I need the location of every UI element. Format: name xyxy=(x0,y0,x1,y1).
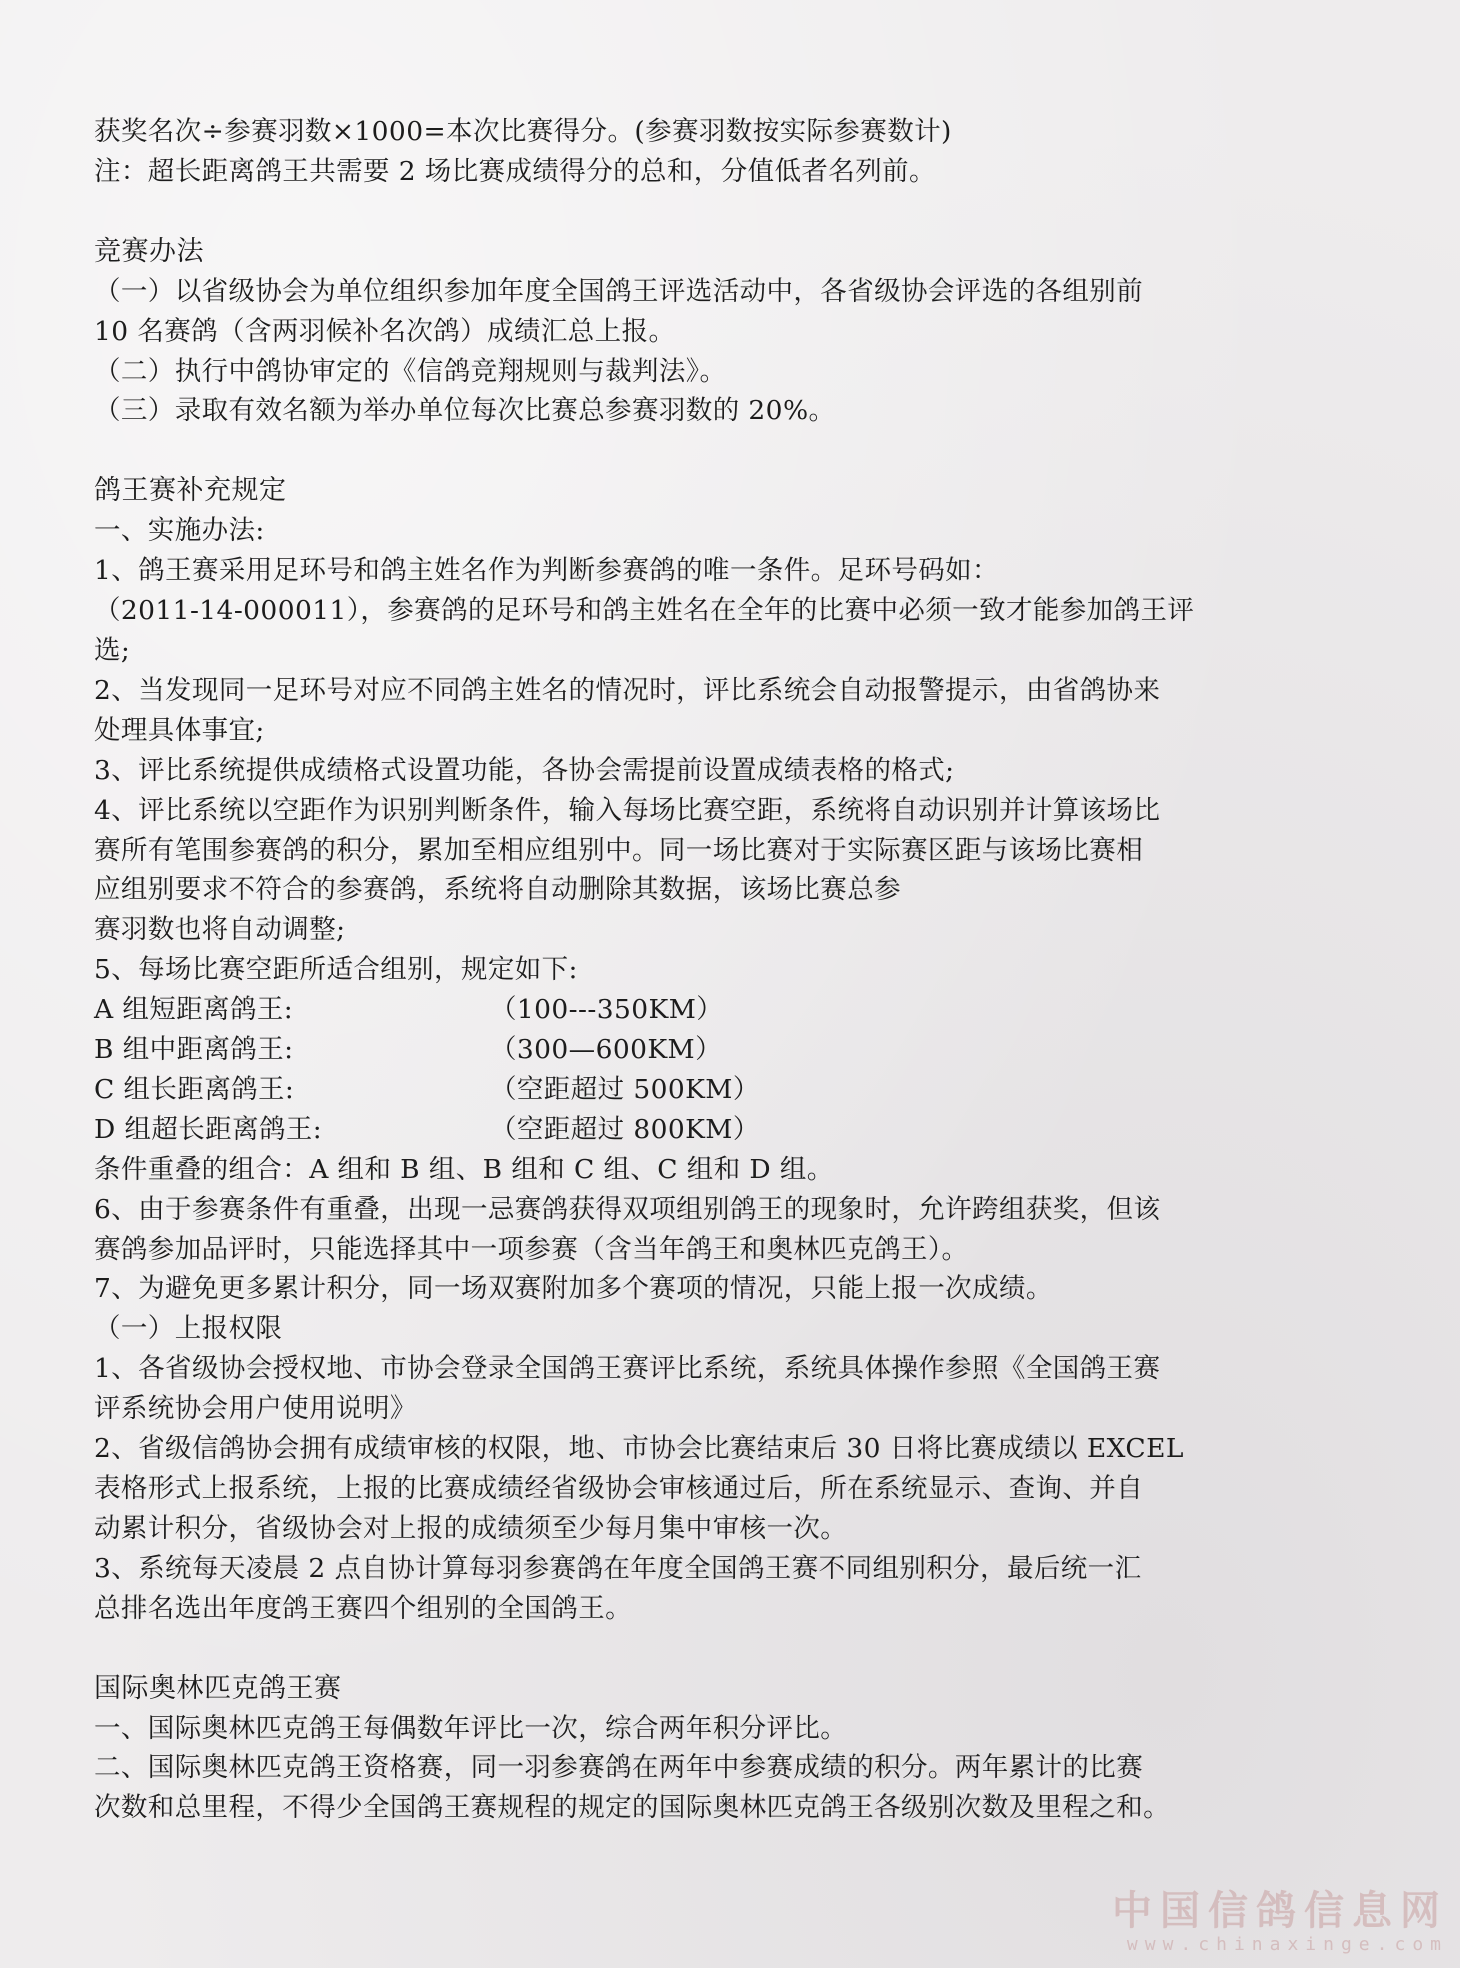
olympic-heading: 国际奥林匹克鸽王赛 xyxy=(94,1672,342,1704)
supplement-line: 处理具体事宜; xyxy=(94,714,265,746)
supplement-line: 5、每场比赛空距所适合组别，规定如下: xyxy=(94,954,578,986)
supplement-line: 3、系统每天凌晨 2 点自协计算每羽参赛鸽在年度全国鸽王赛不同组别积分，最后统一汇 xyxy=(94,1552,1142,1584)
distance-group-row xyxy=(94,1110,1344,1150)
distance-group-row xyxy=(94,990,1344,1030)
supplement-line: 评系统协会用户使用说明》 xyxy=(94,1393,417,1425)
supplement-line: 动累计积分，省级协会对上报的成绩须至少每月集中审核一次。 xyxy=(94,1512,848,1544)
supplement-line: 赛鸽参加品评时，只能选择其中一项参赛（含当年鸽王和奥林匹克鸽王）。 xyxy=(94,1233,969,1265)
supplement-line: 3、评比系统提供成绩格式设置功能，各协会需提前设置成绩表格的格式; xyxy=(94,754,955,786)
olympic-line: 二、国际奥林匹克鸽王资格赛，同一羽参赛鸽在两年中参赛成绩的积分。两年累计的比赛 xyxy=(94,1752,1144,1784)
supplement-line: 7、为避免更多累计积分，同一场双赛附加多个赛项的情况，只能上报一次成绩。 xyxy=(94,1273,1053,1305)
supplement-line: 赛所有笔围参赛鸽的积分，累加至相应组别中。同一场比赛对于实际赛区距与该场比赛相 xyxy=(94,834,1144,866)
distance-group-row xyxy=(94,1030,1344,1070)
supplement-line: （2011-14-000011），参赛鸽的足环号和鸽主姓名在全年的比赛中必须一致才能参加鸽王评 xyxy=(94,595,1195,627)
group-range: （300—600KM） xyxy=(490,1034,722,1066)
olympic-line: 一、国际奥林匹克鸽王每偶数年评比一次，综合两年积分评比。 xyxy=(94,1712,848,1744)
group-name: A 组短距离鸽王: xyxy=(94,994,294,1026)
group-range: （空距超过 800KM） xyxy=(490,1113,760,1145)
supplement-line: 一、实施办法: xyxy=(94,515,265,547)
supplement-line: 4、评比系统以空距作为识别判断条件，输入每场比赛空距，系统将自动识别并计算该场比 xyxy=(94,794,1161,826)
olympic-line: 次数和总里程，不得少全国鸽王赛规程的规定的国际奥林匹克鸽王各级别次数及里程之和。 xyxy=(94,1792,1170,1824)
intro-section xyxy=(94,112,1344,192)
olympic-section xyxy=(94,1669,1344,1829)
supplement-line: 选; xyxy=(94,634,131,666)
competition-line: （一）以省级协会为单位组织参加年度全国鸽王评选活动中，各省级协会评选的各组别前 xyxy=(94,275,1144,307)
competition-line: （二）执行中鸽协审定的《信鸽竞翔规则与裁判法》。 xyxy=(94,355,727,387)
supplement-line: 表格形式上报系统，上报的比赛成绩经省级协会审核通过后，所在系统显示、查询、并自 xyxy=(94,1473,1144,1504)
supplement-line: 2、省级信鸽协会拥有成绩审核的权限，地、市协会比赛结束后 30 日将比赛成绩以 EXCEL xyxy=(94,1433,1184,1465)
supplement-section xyxy=(94,471,1344,1628)
competition-section xyxy=(94,232,1344,432)
competition-line: （三）录取有效名额为举办单位每次比赛总参赛羽数的 20%。 xyxy=(94,395,836,427)
group-name: B 组中距离鸽王: xyxy=(94,1034,294,1066)
group-name: D 组超长距离鸽王: xyxy=(94,1113,323,1145)
supplement-line: 1、鸽王赛采用足环号和鸽主姓名作为判断参赛鸽的唯一条件。足环号码如： xyxy=(94,555,999,587)
supplement-heading: 鸽王赛补充规定 xyxy=(94,475,287,507)
intro-line: 注：超长距离鸽王共需要 2 场比赛成绩得分的总和，分值低者名列前。 xyxy=(94,155,936,187)
group-range: （空距超过 500KM） xyxy=(490,1073,760,1105)
watermark-url: www.chinaxinge.com xyxy=(1126,1934,1448,1955)
supplement-line: 总排名选出年度鸽王赛四个组别的全国鸽王。 xyxy=(94,1592,632,1624)
site-watermark xyxy=(1112,1888,1448,1956)
supplement-line: 1、各省级协会授权地、市协会登录全国鸽王赛评比系统，系统具体操作参照《全国鸽王赛 xyxy=(94,1353,1161,1385)
watermark-site-name: 中国信鸽信息网 xyxy=(1112,1888,1448,1934)
supplement-line: 赛羽数也将自动调整; xyxy=(94,914,346,946)
supplement-line: （一）上报权限 xyxy=(94,1313,283,1345)
competition-heading: 竞赛办法 xyxy=(94,235,204,267)
supplement-line: 6、由于参赛条件有重叠，出现一忌赛鸽获得双项组别鸽王的现象时，允许跨组获奖，但该 xyxy=(94,1193,1161,1225)
supplement-line: 应组别要求不符合的参赛鸽，系统将自动删除其数据，该场比赛总参 xyxy=(94,874,901,906)
group-name: C 组长距离鸽王: xyxy=(94,1073,295,1105)
competition-line: 10 名赛鸽（含两羽候补名次鸽）成绩汇总上报。 xyxy=(94,315,676,347)
supplement-line: 条件重叠的组合：A 组和 B 组、B 组和 C 组、C 组和 D 组。 xyxy=(94,1153,834,1185)
intro-line: 获奖名次÷参赛羽数×1000=本次比赛得分。(参赛羽数按实际参赛数计) xyxy=(94,116,952,147)
group-range: （100---350KM） xyxy=(490,994,724,1026)
document-body xyxy=(94,112,1344,1828)
distance-group-row xyxy=(94,1070,1344,1110)
supplement-line: 2、当发现同一足环号对应不同鸽主姓名的情况时，评比系统会自动报警提示，由省鸽协来 xyxy=(94,674,1161,706)
distance-groups xyxy=(94,990,1344,1150)
